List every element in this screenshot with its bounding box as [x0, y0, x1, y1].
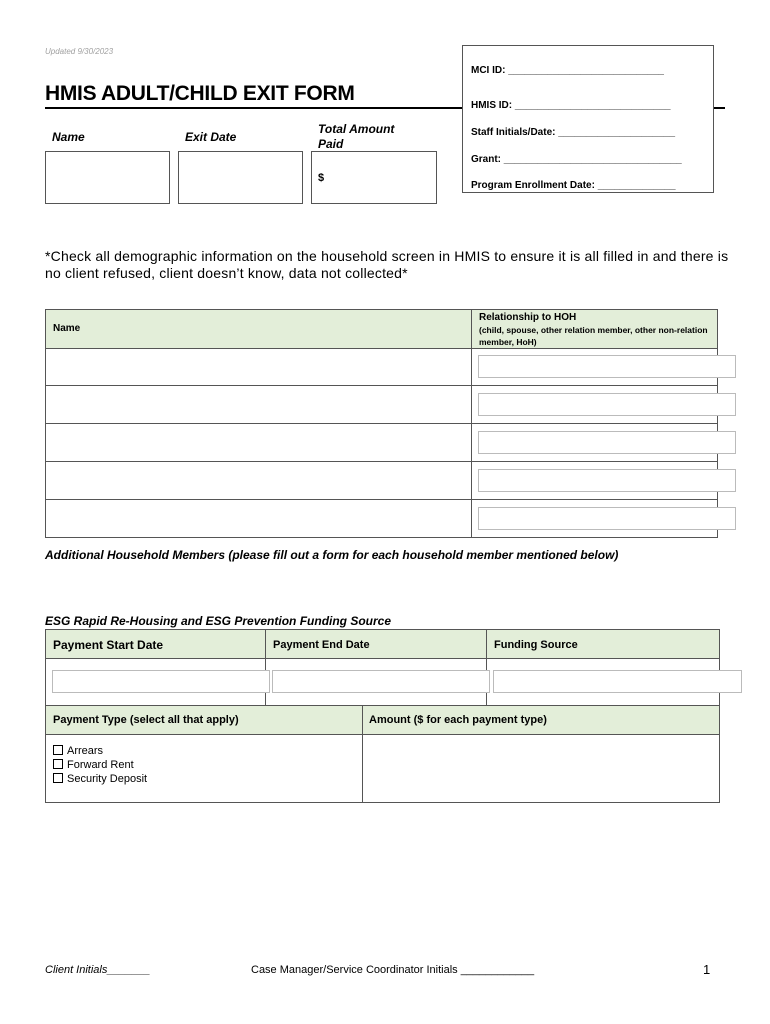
household-col-relationship-detail: (child, spouse, other relation member, other non-relation member, HoH): [479, 325, 708, 347]
checkbox-icon[interactable]: [53, 773, 63, 783]
esg-heading: ESG Rapid Re-Housing and ESG Prevention Funding Source: [45, 614, 392, 628]
staff-initials-field[interactable]: Staff Initials/Date: _____________________: [471, 127, 676, 138]
payment-start-input[interactable]: [52, 670, 270, 693]
total-amount-input[interactable]: [311, 151, 437, 204]
id-box: [462, 45, 714, 193]
page-title: HMIS ADULT/CHILD EXIT FORM: [45, 82, 355, 105]
option-forward-rent[interactable]: Forward Rent: [53, 758, 147, 772]
case-manager-initials[interactable]: Case Manager/Service Coordinator Initials ____________: [251, 964, 535, 976]
col-divider: [486, 630, 487, 705]
relationship-input-1[interactable]: [478, 355, 736, 378]
option-security-deposit[interactable]: Security Deposit: [53, 772, 147, 786]
client-initials[interactable]: Client Initials_______: [45, 964, 151, 976]
payment-table: [45, 629, 720, 803]
hmis-id-field[interactable]: HMIS ID: ____________________________: [471, 100, 671, 111]
mci-id-field[interactable]: MCI ID: ____________________________: [471, 65, 664, 76]
exit-date-label: Exit Date: [185, 130, 237, 144]
row-divider: [46, 499, 717, 500]
total-amount-label: Total Amount Paid: [318, 122, 395, 151]
household-table: [45, 309, 718, 538]
row-divider: [46, 461, 717, 462]
exit-date-input[interactable]: [178, 151, 303, 204]
payment-type-label: Payment Type (select all that apply): [53, 714, 239, 726]
row-divider: [46, 423, 717, 424]
option-arrears[interactable]: Arrears: [53, 744, 147, 758]
enrollment-date-field[interactable]: Program Enrollment Date: ______________: [471, 180, 676, 191]
payment-type-options: [53, 744, 147, 786]
amount-label: Amount ($ for each payment type): [369, 714, 547, 726]
additional-members-note: Additional Household Members (please fill out a form for each household member mentioned below): [45, 548, 619, 562]
relationship-input-5[interactable]: [478, 507, 736, 530]
relationship-input-2[interactable]: [478, 393, 736, 416]
col-divider: [362, 705, 363, 802]
relationship-input-3[interactable]: [478, 431, 736, 454]
dollar-sign: $: [318, 172, 325, 184]
household-col-relationship: Relationship to HOH: [479, 312, 577, 323]
name-label: Name: [52, 130, 85, 144]
checkbox-icon[interactable]: [53, 759, 63, 769]
relationship-input-4[interactable]: [478, 469, 736, 492]
col-divider: [265, 630, 266, 705]
row-divider: [46, 385, 717, 386]
household-col-name: Name: [53, 323, 81, 334]
payment-start-label: Payment Start Date: [53, 638, 164, 652]
demographic-note: *Check all demographic information on the household screen in HMIS to ensure it is all filled in and there is no client refused, client doesn’t know, data not collected*: [45, 248, 729, 281]
checkbox-icon[interactable]: [53, 745, 63, 755]
funding-source-label: Funding Source: [494, 639, 578, 651]
funding-source-input[interactable]: [493, 670, 742, 693]
payment-end-input[interactable]: [272, 670, 490, 693]
updated-date: Updated 9/30/2023: [45, 47, 114, 56]
name-input[interactable]: [45, 151, 170, 204]
page-number: 1: [703, 962, 711, 977]
grant-field[interactable]: Grant: ________________________________: [471, 154, 682, 165]
payment-end-label: Payment End Date: [273, 639, 370, 651]
